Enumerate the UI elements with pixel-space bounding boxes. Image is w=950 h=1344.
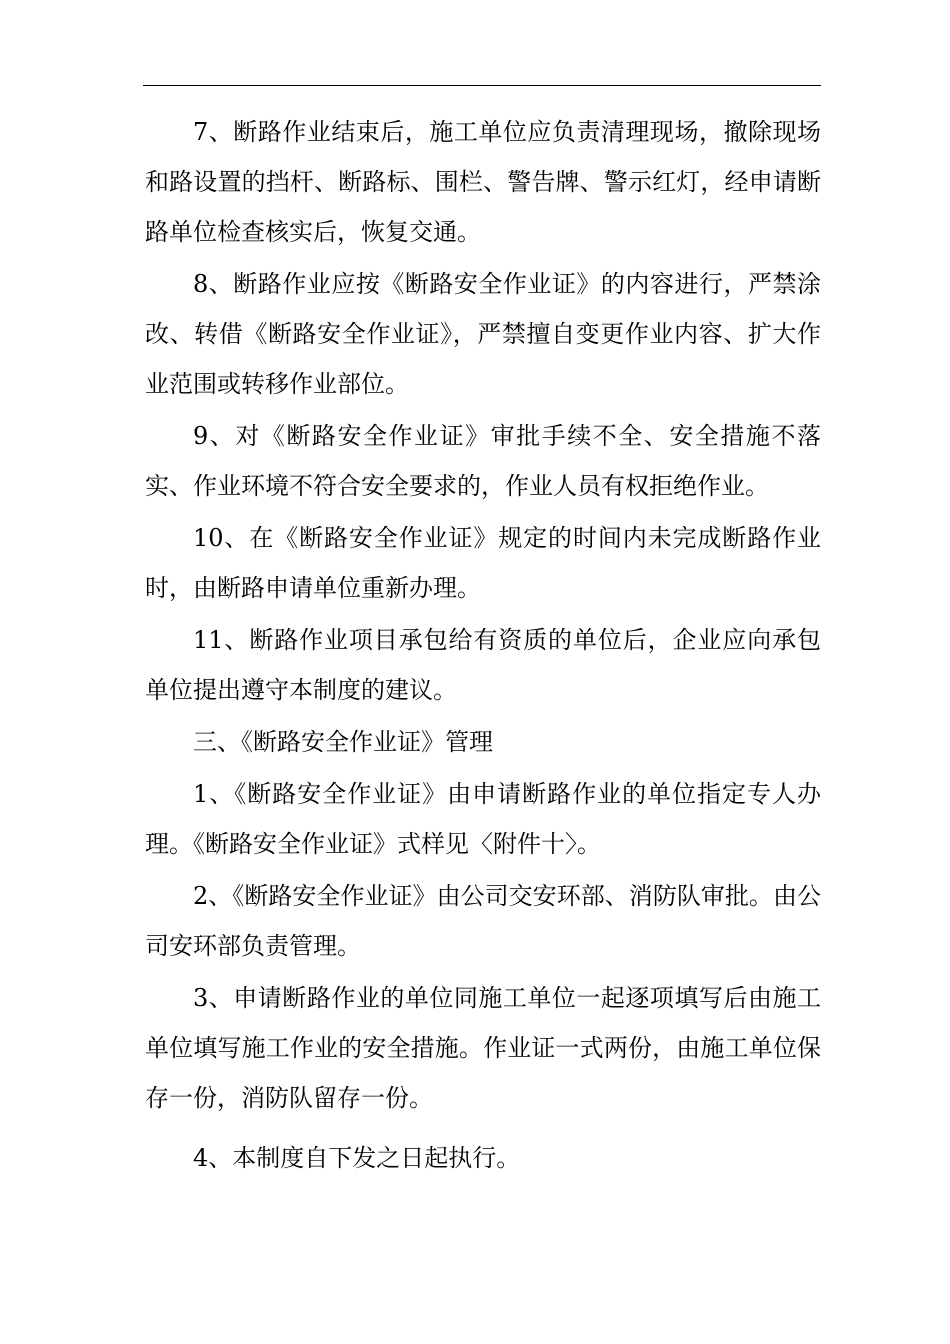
header-rule (143, 85, 821, 86)
paragraph-item-4: 4、本制度自下发之日起执行。 (193, 1144, 521, 1172)
paragraph-item-8: 8、断路作业应按《断路安全作业证》的内容进行，严禁涂改、转借《断路安全作业证》，严禁擅自变更作业内容、扩大作业范围或转移作业部位。 (145, 270, 821, 398)
paragraph-item-9: 9、对《断路安全作业证》审批手续不全、安全措施不落实、作业环境不符合安全要求的，作业人员有权拒绝作业。 (145, 422, 821, 500)
section-heading: 三、《断路安全作业证》管理 (193, 728, 493, 756)
paragraph-item-10: 10、在《断路安全作业证》规定的时间内未完成断路作业时，由断路申请单位重新办理。 (145, 524, 821, 602)
paragraph-item-2: 2、《断路安全作业证》由公司交安环部、消防队审批。由公司安环部负责管理。 (145, 882, 821, 960)
document-body (145, 107, 821, 1185)
paragraph-item-1: 1、《断路安全作业证》由申请断路作业的单位指定专人办理。《断路安全作业证》式样见〈附件十〉。 (145, 780, 821, 858)
paragraph-item-7: 7、断路作业结束后，施工单位应负责清理现场，撤除现场和路设置的挡杆、断路标、围栏、警告牌、警示红灯，经申请断路单位检查核实后，恢复交通。 (145, 118, 821, 246)
paragraph-item-11: 11、断路作业项目承包给有资质的单位后，企业应向承包单位提出遵守本制度的建议。 (145, 626, 821, 704)
paragraph-item-3: 3、申请断路作业的单位同施工单位一起逐项填写后由施工单位填写施工作业的安全措施。作业证一式两份，由施工单位保存一份，消防队留存一份。 (145, 984, 821, 1112)
